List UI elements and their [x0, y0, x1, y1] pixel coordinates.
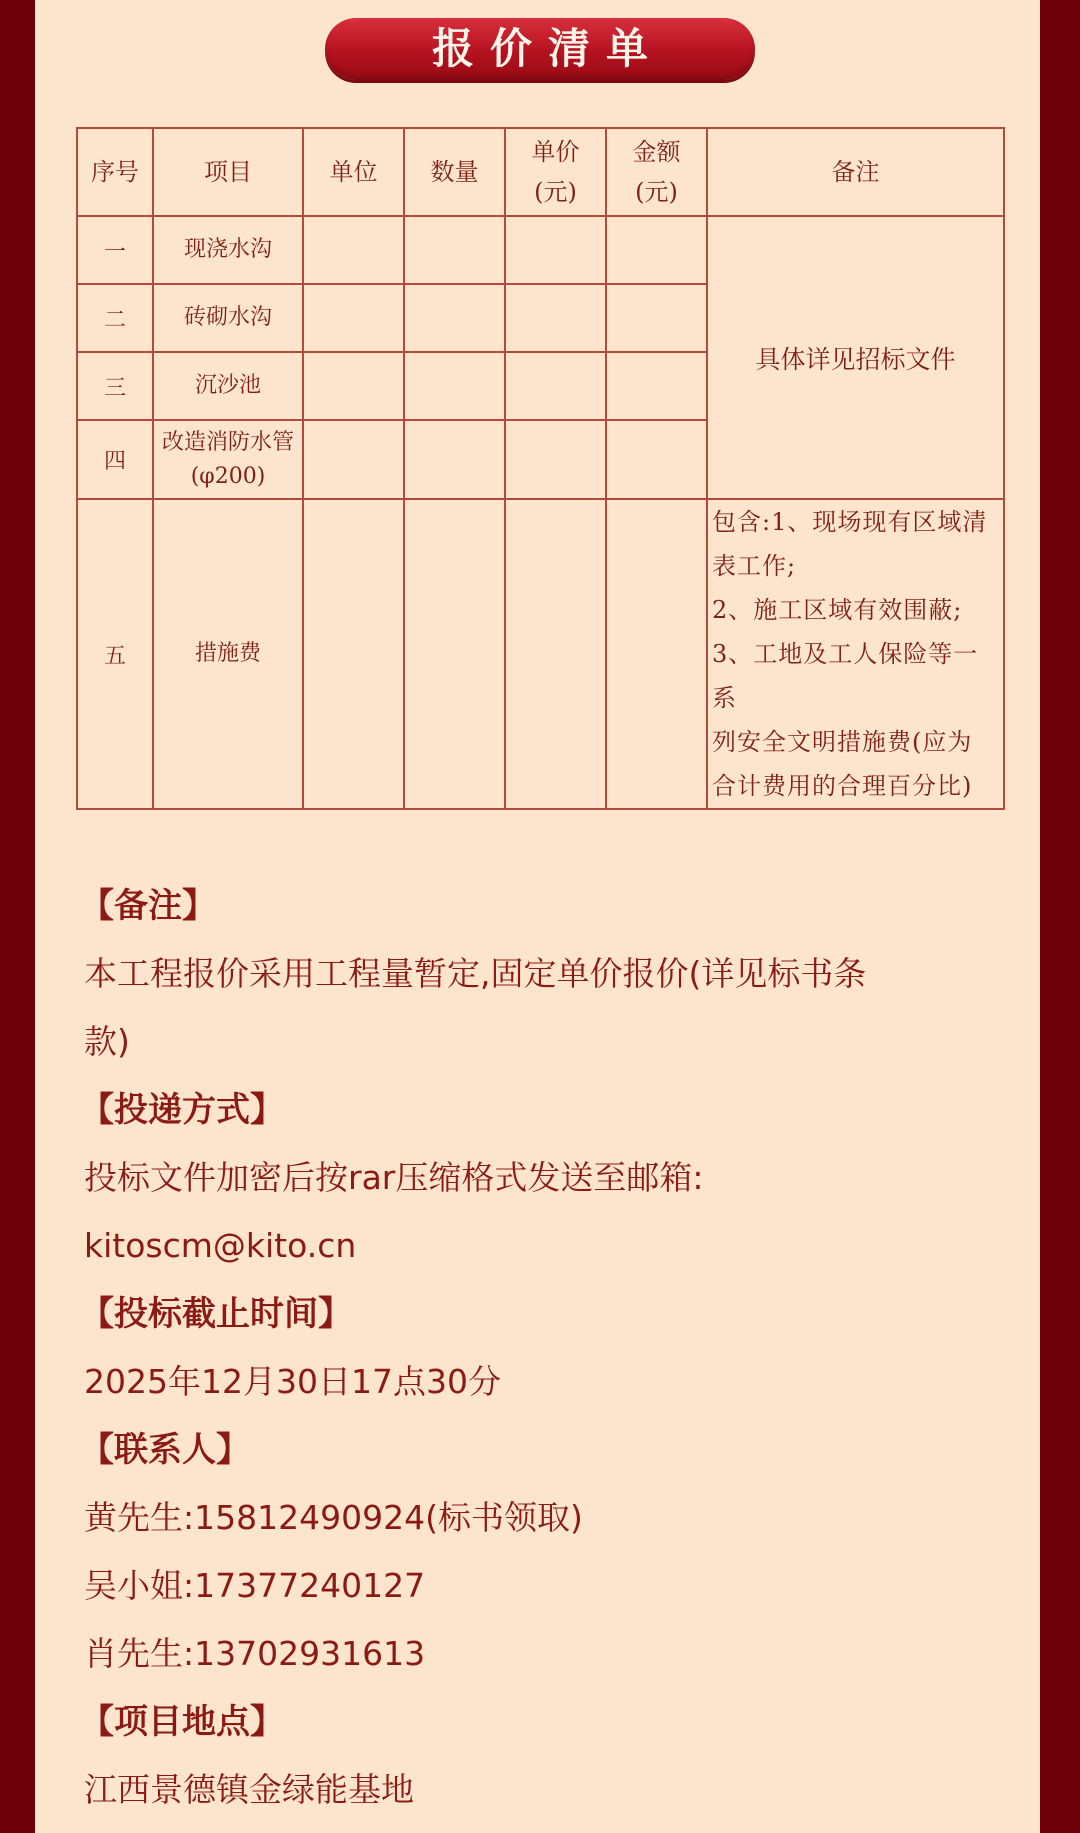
deadline-heading: 【投标截止时间】 [80, 1294, 352, 1334]
contact-item: 黄先生:15812490924(标书领取) [84, 1498, 583, 1537]
row-unit-cell [303, 284, 404, 352]
row-amount-cell [606, 352, 707, 420]
row-amount-cell [606, 420, 707, 499]
header-unit-price [505, 128, 606, 216]
remark-heading: 【备注】 [80, 886, 216, 926]
row-qty-cell [404, 284, 505, 352]
row-item: 现浇水沟 [153, 216, 303, 284]
row-item [153, 420, 303, 499]
info-section [80, 872, 1010, 1824]
location-heading: 【项目地点】 [80, 1702, 284, 1742]
remark-text-line1: 本工程报价采用工程量暂定,固定单价报价(详见标书条 [84, 954, 867, 993]
delivery-email: kitoscm@kito.cn [84, 1226, 357, 1265]
poster-page [35, 0, 1040, 1833]
header-no: 序号 [77, 128, 153, 216]
header-item: 项目 [153, 128, 303, 216]
row-item-line2: (φ200) [190, 463, 266, 489]
remark-text-line2: 款) [84, 1022, 130, 1061]
row-price-cell [505, 420, 606, 499]
page-title: 报价清单 [325, 18, 755, 80]
row-unit-cell [303, 420, 404, 499]
row-price-cell [505, 284, 606, 352]
row-qty-cell [404, 499, 505, 809]
contact-item: 吴小姐:17377240127 [84, 1566, 426, 1605]
header-note: 备注 [707, 128, 1004, 216]
row-amount-cell [606, 216, 707, 284]
measures-note-line: 列安全文明措施费(应为 [712, 728, 973, 756]
contact-item: 肖先生:13702931613 [84, 1634, 426, 1673]
measures-note-line: 合计费用的合理百分比) [712, 772, 973, 800]
row-qty-cell [404, 352, 505, 420]
row-qty-cell [404, 216, 505, 284]
header-amount-currency: (元) [635, 178, 678, 206]
location-text: 江西景德镇金绿能基地 [84, 1770, 414, 1809]
table-row [77, 216, 1004, 284]
measures-note-line: 表工作; [712, 552, 797, 580]
delivery-heading: 【投递方式】 [80, 1090, 284, 1130]
row-item-line1: 改造消防水管 [161, 429, 294, 455]
measures-note-cell [707, 499, 1004, 809]
row-item: 措施费 [153, 499, 303, 809]
row-no: 二 [77, 284, 153, 352]
contact-heading: 【联系人】 [80, 1430, 250, 1470]
table-header-row [77, 128, 1004, 216]
measures-note-line: 2、施工区域有效围蔽; [712, 596, 963, 624]
row-no: 四 [77, 420, 153, 499]
delivery-text: 投标文件加密后按rar压缩格式发送至邮箱: [84, 1158, 704, 1197]
header-unit-price-label: 单价 [531, 138, 580, 166]
header-unit-price-currency: (元) [534, 178, 577, 206]
row-amount-cell [606, 284, 707, 352]
row-no: 三 [77, 352, 153, 420]
row-unit-cell [303, 216, 404, 284]
row-price-cell [505, 352, 606, 420]
table-row [77, 499, 1004, 809]
header-qty: 数量 [404, 128, 505, 216]
merged-note-cell: 具体详见招标文件 [707, 216, 1004, 499]
row-price-cell [505, 216, 606, 284]
header-unit: 单位 [303, 128, 404, 216]
deadline-text: 2025年12月30日17点30分 [84, 1362, 501, 1401]
header-amount-label: 金额 [632, 138, 681, 166]
row-price-cell [505, 499, 606, 809]
row-item: 砖砌水沟 [153, 284, 303, 352]
header-amount [606, 128, 707, 216]
row-item: 沉沙池 [153, 352, 303, 420]
quote-table [76, 127, 1005, 810]
row-no: 一 [77, 216, 153, 284]
row-amount-cell [606, 499, 707, 809]
row-unit-cell [303, 352, 404, 420]
row-unit-cell [303, 499, 404, 809]
row-no: 五 [77, 499, 153, 809]
row-qty-cell [404, 420, 505, 499]
measures-note-line: 包含:1、现场现有区域清 [712, 508, 988, 536]
measures-note-line: 3、工地及工人保险等一系 [712, 640, 979, 712]
